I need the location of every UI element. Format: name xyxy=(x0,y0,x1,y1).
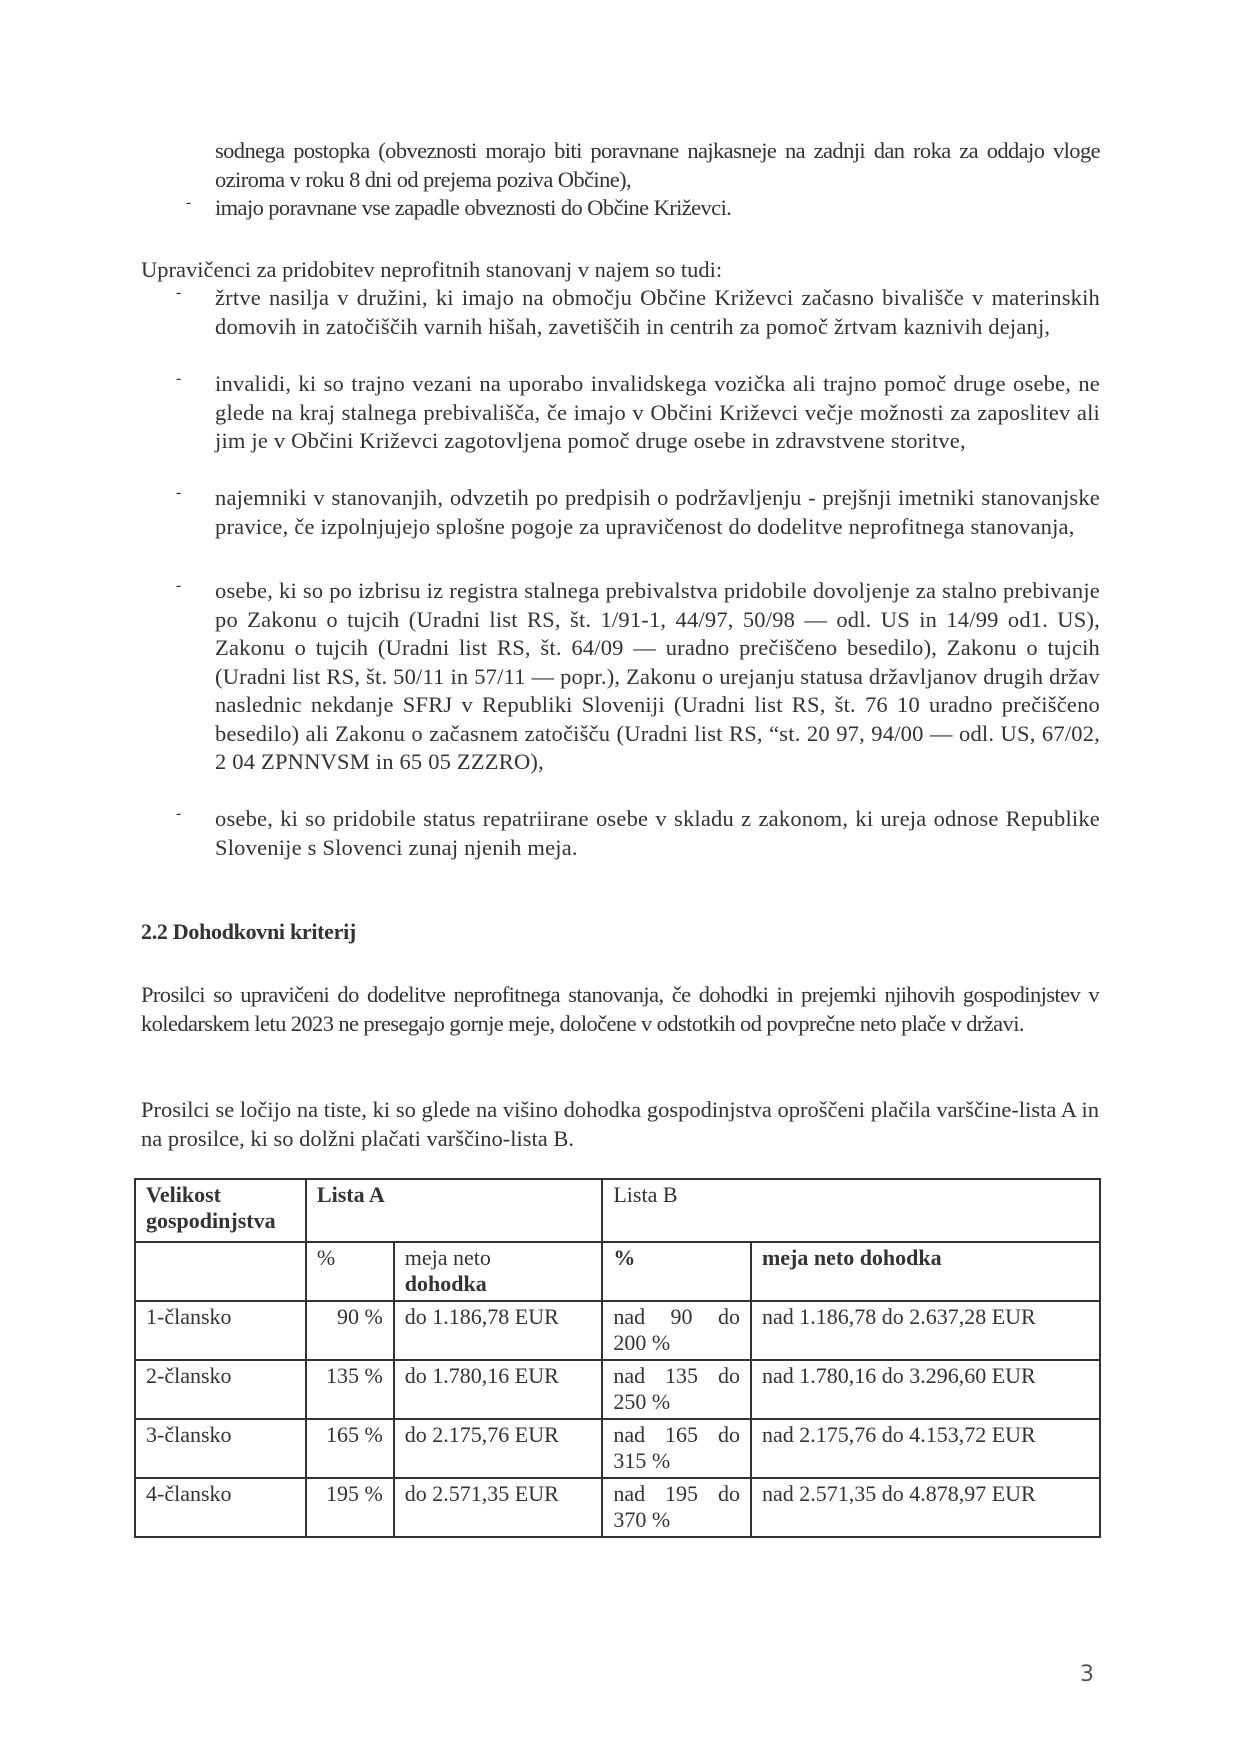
header-list-a xyxy=(306,1179,602,1242)
cell-b-pct xyxy=(602,1478,751,1537)
cell-b-pct-line1: nad 195 do xyxy=(613,1481,740,1506)
list-item-text: najemniki v stanovanjih, odvzetih po predpisih o podržavljenju - prejšnji imetniki stanovanjske pravice, če izpolnjujejo splošne pogoje za upravičenost do dodelitve neprofitnega stanovanja, xyxy=(215,485,1100,539)
table-row xyxy=(135,1301,1100,1360)
lists-paragraph: Prosilci se ločijo na tiste, ki so glede na višino dohodka gospodinjstva oproščeni plačila varščine-lista A in na prosilce, ki so dolžni plačati varščino-lista B. xyxy=(141,1097,1099,1151)
cell-size: 3-člansko xyxy=(135,1419,306,1478)
section-heading: 2.2 Dohodkovni kriterij xyxy=(141,919,356,944)
list-item xyxy=(176,284,1100,341)
list-item xyxy=(176,805,1100,862)
cell-a-limit: do 2.571,35 EUR xyxy=(394,1478,603,1537)
list-item-text: osebe, ki so po izbrisu iz registra stalnega prebivalstva pridobile dovoljenje za stalno prebivanje po Zakonu o tujcih (Uradni list RS, št. 1/91-1, 44/97, 50/98 — odl. US in 14/99 od1. US), Zakonu o tujcih (Uradni list RS, št. 64/09 — uradno prečiščeno besedilo), Zakonu o tujcih (Uradni list RS, št. 50/11 in 57/11 — popr.), Zakonu o urejanju statusa državljanov drugih držav naslednic nekdanje SFRJ v Republiki Sloveniji (Uradni list RS, št. 76 10 uradno prečiščeno besedilo) ali Zakonu o začasnem zatočišču (Uradni list RS, “st. 20 97, 94/00 — odl. US, 67/02, 2 04 ZPNNVSM in 65 05 ZZZRO), xyxy=(215,578,1100,774)
list-item xyxy=(176,577,1100,777)
cell-b-limit: nad 2.175,76 do 4.153,72 EUR xyxy=(751,1419,1100,1478)
subheader-a-limit xyxy=(394,1242,603,1301)
list-continuation: sodnega postopka (obveznosti morajo biti poravnane najkasneje na zadnji dan roka za oddajo vloge oziroma v roku 8 dni od prejema poziva Občine), xyxy=(215,138,1100,192)
cell-b-pct-line1: nad 165 do xyxy=(613,1422,740,1447)
cell-b-pct xyxy=(602,1360,751,1419)
cell-b-limit: nad 1.186,78 do 2.637,28 EUR xyxy=(751,1301,1100,1360)
cell-b-pct-line1: nad 135 do xyxy=(613,1363,740,1388)
bullet-dash: - xyxy=(186,194,192,211)
list-item-text: invalidi, ki so trajno vezani na uporabo invalidskega vozička ali trajno pomoč druge osebe, ne glede na kraj stalnega prebivališča, če imajo v Občini Križevci večje možnosti za zaposlitev ali jim je v Občini Križevci zagotovljena pomoč druge osebe in zdravstvene storitve, xyxy=(215,371,1100,453)
cell-a-pct: 195 % xyxy=(306,1478,394,1537)
cell-size: 2-člansko xyxy=(135,1360,306,1419)
cell-a-limit: do 1.780,16 EUR xyxy=(394,1360,603,1419)
bullet-dash: - xyxy=(176,577,182,594)
cell-b-limit: nad 2.571,35 do 4.878,97 EUR xyxy=(751,1478,1100,1537)
page-number: 3 xyxy=(1080,1662,1094,1687)
list-item xyxy=(176,370,1100,456)
table-row xyxy=(135,1360,1100,1419)
subheader-b-pct: % xyxy=(602,1242,751,1301)
list-item-text: žrtve nasilja v družini, ki imajo na območju Občine Križevci začasno bivališče v materinskih domovih in zatočiščih varnih hišah, zavetiščih in centrih za pomoč žrtvam kaznivih dejanj, xyxy=(215,285,1100,339)
table-header-row xyxy=(135,1179,1100,1242)
cell-b-pct xyxy=(602,1419,751,1478)
list-item xyxy=(176,484,1100,541)
cell-b-pct-line2: 250 % xyxy=(613,1389,671,1414)
cell-a-pct: 90 % xyxy=(306,1301,394,1360)
list-item xyxy=(186,194,1100,223)
cell-b-pct-line2: 200 % xyxy=(613,1330,671,1355)
table-subheader-row xyxy=(135,1242,1100,1301)
subheader-a-pct: % xyxy=(306,1242,394,1301)
income-limits-table xyxy=(134,1178,1101,1538)
cell-b-pct-line2: 370 % xyxy=(613,1507,671,1532)
subheader-empty xyxy=(135,1242,306,1301)
bullet-dash: - xyxy=(176,484,182,501)
bullet-dash: - xyxy=(176,370,182,387)
subheader-b-limit: meja neto dohodka xyxy=(751,1242,1100,1301)
table-row xyxy=(135,1478,1100,1537)
table-row xyxy=(135,1419,1100,1478)
bullet-dash: - xyxy=(176,805,182,822)
subheader-a-limit-line2: dohodka xyxy=(404,1271,487,1296)
cell-b-pct-line2: 315 % xyxy=(613,1448,671,1473)
cell-b-pct xyxy=(602,1301,751,1360)
cell-size: 4-člansko xyxy=(135,1478,306,1537)
bullet-dash: - xyxy=(176,284,182,301)
cell-b-pct-line1: nad 90 do xyxy=(613,1304,740,1329)
cell-size: 1-člansko xyxy=(135,1301,306,1360)
list-item-text: osebe, ki so pridobile status repatriirane osebe v skladu z zakonom, ki ureja odnose Republike Slovenije s Slovenci zunaj njenih meja. xyxy=(215,806,1100,860)
cell-a-pct: 135 % xyxy=(306,1360,394,1419)
list-a-label: Lista A xyxy=(316,1182,385,1207)
cell-a-limit: do 1.186,78 EUR xyxy=(394,1301,603,1360)
cell-b-limit: nad 1.780,16 do 3.296,60 EUR xyxy=(751,1360,1100,1419)
list-item-text: imajo poravnane vse zapadle obveznosti do Občine Križevci. xyxy=(215,195,732,220)
cell-a-limit: do 2.175,76 EUR xyxy=(394,1419,603,1478)
cell-a-pct: 165 % xyxy=(306,1419,394,1478)
header-list-b: Lista B xyxy=(602,1179,1100,1242)
income-paragraph: Prosilci so upravičeni do dodelitve neprofitnega stanovanja, če dohodki in prejemki njihovih gospodinjstev v koledarskem letu 2023 ne presegajo gornje meje, določene v odstotkih od povprečne neto plače v državi. xyxy=(141,982,1099,1036)
subheader-a-limit-line1: meja neto xyxy=(404,1245,491,1270)
beneficiaries-intro: Upravičenci za pridobitev neprofitnih stanovanj v najem so tudi: xyxy=(141,257,723,282)
header-household-size: Velikost gospodinjstva xyxy=(135,1179,306,1242)
